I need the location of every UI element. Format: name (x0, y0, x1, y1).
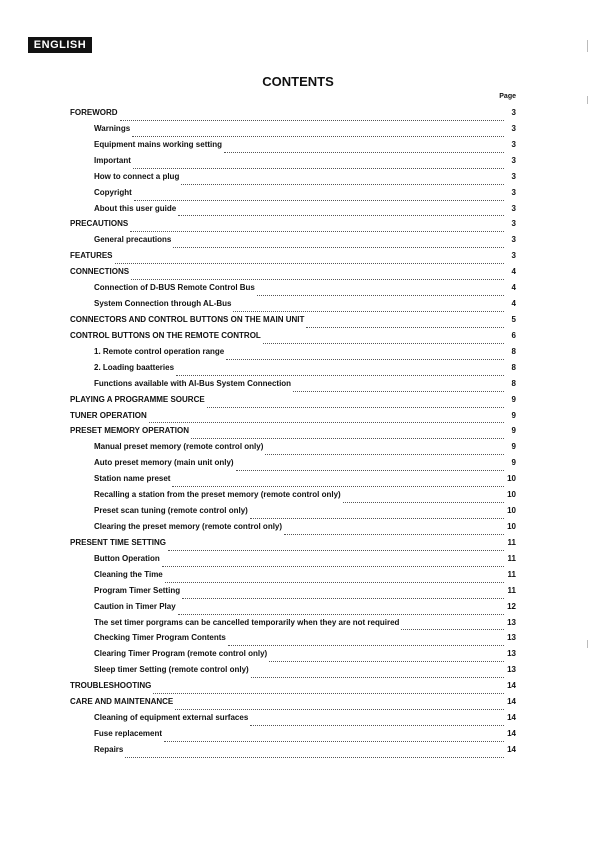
toc-entry (70, 633, 516, 649)
toc-entry-title: Recalling a station from the preset memory (remote control only) (94, 490, 341, 500)
toc-entry (70, 108, 516, 124)
toc-entry (70, 379, 516, 395)
scan-edge-line (587, 96, 588, 104)
toc-entry (70, 188, 516, 204)
dot-leader (250, 518, 504, 519)
toc-entry-title: Fuse replacement (94, 728, 163, 738)
toc-entry-page: 10 (507, 474, 516, 484)
toc-entry-page: 3 (511, 108, 516, 117)
toc-entry (70, 124, 516, 140)
toc-entry-page: 5 (511, 314, 516, 324)
toc-entry-title: How to connect a plug (94, 171, 180, 181)
toc-entry-title: Equipment mains working setting (94, 139, 223, 149)
language-badge: ENGLISH (28, 37, 92, 53)
toc-entry-title: System Connection through AL-Bus (94, 299, 232, 309)
dot-leader (182, 598, 504, 599)
toc-entry-title: Important (94, 155, 131, 165)
toc-entry-page: 13 (507, 633, 516, 643)
toc-entry (70, 745, 516, 761)
table-of-contents (70, 108, 516, 761)
toc-entry-page: 9 (511, 442, 516, 452)
toc-entry-page: 10 (507, 521, 516, 531)
toc-entry-page: 9 (511, 426, 516, 436)
toc-entry-page: 4 (511, 283, 516, 293)
dot-leader (181, 184, 504, 185)
toc-entry-title: 2. Loading baatteries (94, 362, 175, 372)
toc-entry-title: Button Operation (94, 553, 160, 563)
toc-entry-page: 3 (511, 203, 516, 213)
toc-entry (70, 283, 516, 299)
toc-entry (70, 649, 516, 665)
toc-entry (70, 331, 516, 347)
dot-leader (191, 438, 504, 439)
toc-entry-title: Repairs (94, 744, 124, 754)
toc-entry-title: Cleaning the Time (94, 569, 163, 579)
toc-entry-title: FOREWORD (70, 108, 118, 117)
toc-entry-title: 1. Remote control operation range (94, 346, 225, 356)
dot-leader (228, 645, 504, 646)
toc-entry (70, 618, 516, 634)
dot-leader (263, 343, 504, 344)
toc-entry-page: 3 (511, 219, 516, 229)
toc-entry-title: About this user guide (94, 203, 177, 213)
toc-entry (70, 490, 516, 506)
dot-leader (133, 168, 504, 169)
toc-entry (70, 713, 516, 729)
toc-entry (70, 474, 516, 490)
toc-entry-title: CARE AND MAINTENANCE (70, 697, 174, 707)
toc-entry (70, 602, 516, 618)
toc-entry-title: Station name preset (94, 474, 171, 484)
toc-entry-page: 3 (511, 139, 516, 149)
toc-entry (70, 204, 516, 220)
toc-entry-title: Sleep timer Setting (remote control only) (94, 665, 249, 675)
toc-entry-title: The set timer porgrams can be cancelled temporarily when they are not required (94, 617, 400, 627)
toc-entry-title: PRESENT TIME SETTING (70, 537, 167, 547)
toc-entry-page: 9 (511, 394, 516, 404)
dot-leader (250, 725, 504, 726)
toc-entry (70, 681, 516, 697)
dot-leader (233, 311, 504, 312)
toc-entry-page: 3 (511, 171, 516, 181)
toc-entry-page: 6 (511, 330, 516, 340)
toc-entry-page: 3 (511, 251, 516, 261)
dot-leader (269, 661, 504, 662)
toc-entry (70, 267, 516, 283)
toc-entry-page: 12 (507, 601, 516, 611)
dot-leader (236, 470, 504, 471)
toc-entry-page: 3 (511, 187, 516, 197)
dot-leader (149, 422, 504, 423)
toc-entry (70, 251, 516, 267)
toc-entry (70, 140, 516, 156)
dot-leader (284, 534, 504, 535)
dot-leader (132, 136, 504, 137)
toc-entry-page: 8 (511, 378, 516, 388)
toc-entry-page: 14 (507, 681, 516, 691)
toc-entry-title: Preset scan tuning (remote control only) (94, 506, 248, 516)
dot-leader (125, 757, 504, 758)
toc-entry-title: TUNER OPERATION (70, 410, 147, 420)
dot-leader (293, 391, 504, 392)
toc-entry (70, 235, 516, 251)
toc-entry-page: 14 (507, 713, 516, 723)
toc-entry (70, 442, 516, 458)
toc-entry-page: 14 (507, 697, 516, 707)
toc-entry-title: Warnings (94, 123, 131, 133)
toc-entry-title: Auto preset memory (main unit only) (94, 458, 234, 468)
dot-leader (401, 629, 504, 630)
toc-entry-page: 3 (511, 155, 516, 165)
toc-entry-title: PLAYING A PROGRAMME SOURCE (70, 394, 205, 404)
toc-entry-page: 4 (511, 267, 516, 277)
toc-entry (70, 554, 516, 570)
toc-entry-title: CONNECTIONS (70, 267, 130, 277)
scan-edge-line (587, 40, 588, 52)
dot-leader (257, 295, 504, 296)
toc-entry-title: Functions available with Al-Bus System Connection (94, 378, 292, 388)
toc-entry (70, 315, 516, 331)
toc-entry (70, 697, 516, 713)
toc-entry (70, 395, 516, 411)
dot-leader (164, 741, 504, 742)
dot-leader (153, 693, 504, 694)
toc-entry-title: Cleaning of equipment external surfaces (94, 713, 249, 723)
dot-leader (130, 231, 504, 232)
dot-leader (162, 566, 504, 567)
toc-entry-title: Caution in Timer Play (94, 601, 176, 611)
toc-entry (70, 506, 516, 522)
toc-entry-title: Connection of D-BUS Remote Control Bus (94, 283, 255, 293)
dot-leader (224, 152, 504, 153)
toc-entry-page: 9 (511, 458, 516, 468)
toc-entry-title: Program Timer Setting (94, 585, 181, 595)
dot-leader (176, 375, 504, 376)
dot-leader (134, 200, 504, 201)
toc-entry-title: PRESET MEMORY OPERATION (70, 426, 189, 436)
toc-entry (70, 538, 516, 554)
toc-entry (70, 458, 516, 474)
toc-entry-title: General precautions (94, 235, 172, 245)
toc-entry (70, 299, 516, 315)
toc-entry-title: PRECAUTIONS (70, 219, 129, 229)
toc-entry-title: Checking Timer Program Contents (94, 633, 226, 643)
toc-entry-page: 14 (507, 744, 516, 754)
toc-entry (70, 172, 516, 188)
toc-entry-title: CONNECTORS AND CONTROL BUTTONS ON THE MAIN UNIT (70, 314, 305, 324)
dot-leader (178, 215, 504, 216)
toc-entry (70, 411, 516, 427)
toc-entry-page: 11 (507, 537, 516, 547)
dot-leader (131, 279, 504, 280)
toc-entry-title: Clearing the preset memory (remote control only) (94, 521, 283, 531)
dot-leader (175, 709, 504, 710)
toc-entry (70, 219, 516, 235)
scan-edge-line (587, 640, 588, 648)
dot-leader (168, 550, 504, 551)
toc-entry-page: 11 (507, 553, 516, 563)
page-column-header: Page (499, 93, 516, 100)
toc-entry-title: Clearing Timer Program (remote control only) (94, 649, 268, 659)
toc-entry-page: 13 (507, 649, 516, 659)
toc-entry (70, 363, 516, 379)
toc-entry-page: 8 (511, 346, 516, 356)
toc-entry-page: 3 (511, 235, 516, 245)
dot-leader (173, 247, 504, 248)
toc-entry-page: 10 (507, 506, 516, 516)
toc-entry-page: 11 (507, 569, 516, 579)
dot-leader (226, 359, 504, 360)
toc-entry-page: 14 (507, 728, 516, 738)
toc-entry (70, 570, 516, 586)
page-title: CONTENTS (262, 74, 334, 89)
toc-entry-page: 10 (507, 490, 516, 500)
toc-entry-title: TROUBLESHOOTING (70, 681, 152, 691)
dot-leader (120, 120, 504, 121)
dot-leader (115, 263, 504, 264)
toc-entry-page: 9 (511, 410, 516, 420)
toc-entry-title: CONTROL BUTTONS ON THE REMOTE CONTROL (70, 330, 261, 340)
dot-leader (265, 454, 504, 455)
toc-entry-page: 4 (511, 299, 516, 309)
dot-leader (178, 614, 504, 615)
dot-leader (172, 486, 504, 487)
toc-entry (70, 586, 516, 602)
toc-entry-title: Manual preset memory (remote control only) (94, 442, 264, 452)
toc-entry (70, 426, 516, 442)
toc-entry-page: 3 (511, 123, 516, 133)
toc-entry-page: 13 (507, 617, 516, 627)
toc-entry-page: 11 (507, 585, 516, 595)
toc-entry-page: 13 (507, 665, 516, 675)
dot-leader (306, 327, 504, 328)
toc-entry (70, 347, 516, 363)
toc-entry-page: 8 (511, 362, 516, 372)
toc-entry-title: FEATURES (70, 251, 113, 261)
toc-entry (70, 156, 516, 172)
toc-entry-title: Copyright (94, 187, 132, 197)
toc-entry (70, 522, 516, 538)
dot-leader (207, 407, 504, 408)
dot-leader (343, 502, 504, 503)
dot-leader (165, 582, 504, 583)
toc-entry (70, 665, 516, 681)
dot-leader (251, 677, 504, 678)
toc-entry (70, 729, 516, 745)
